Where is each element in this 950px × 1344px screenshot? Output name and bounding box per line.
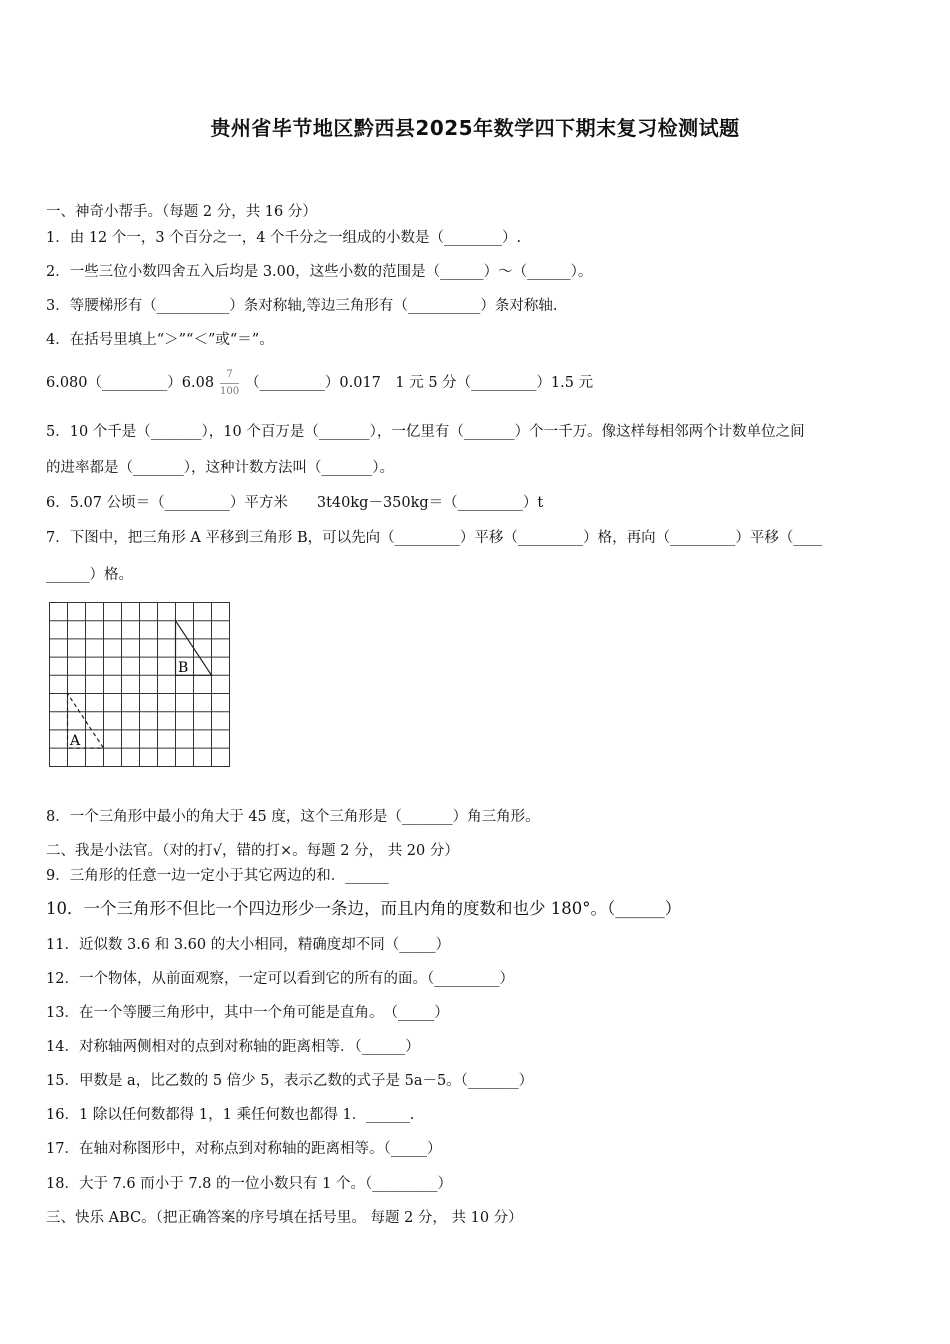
question-4-row bbox=[46, 366, 904, 400]
question-14: 14．对称轴两侧相对的点到对称轴的距离相等．（______） bbox=[46, 1039, 420, 1055]
question-16: 16．1 除以任何数都得 1，1 乘任何数也都得 1．______. bbox=[46, 1107, 415, 1123]
question-6: 6．5.07 公顷＝（_________）平方米 3t40kg－350kg＝（_________）t bbox=[46, 495, 544, 511]
question-5-line-2: 的进率都是（_______），这种计数方法叫（_______）。 bbox=[46, 460, 394, 476]
section-3-heading: 三、快乐 ABC。（把正确答案的序号填在括号里。 每题 2 分， 共 10 分） bbox=[46, 1210, 523, 1226]
question-5-line-1: 5．10 个千是（_______），10 个百万是（_______），一亿里有（_______）个一千万。像这样每相邻两个计数单位之间 bbox=[46, 424, 805, 440]
question-18: 18．大于 7.6 而小于 7.8 的一位小数只有 1 个。（_________） bbox=[46, 1176, 452, 1192]
question-4: 4．在括号里填上“＞”“＜”或“＝”。 bbox=[46, 332, 274, 348]
question-7-line-1: 7．下图中，把三角形 A 平移到三角形 B，可以先向（_________）平移（_________）格，再向（_________）平移（____ bbox=[46, 530, 823, 546]
page-title: 贵州省毕节地区黔西县2025年数学四下期末复习检测试题 bbox=[210, 116, 740, 140]
question-7-line-2: ______）格。 bbox=[46, 567, 133, 583]
question-10: 10．一个三角形不但比一个四边形少一条边，而且内角的度数和也少 180°。（______） bbox=[46, 899, 682, 918]
fraction-numerator: 7 bbox=[220, 369, 239, 384]
translation-grid-figure bbox=[48, 601, 232, 769]
q4-part-a: 6.080（_________）6.08 bbox=[46, 375, 215, 391]
question-3: 3．等腰梯形有（__________）条对称轴,等边三角形有（__________）条对称轴. bbox=[46, 298, 558, 314]
section-1-heading: 一、神奇小帮手。（每题 2 分，共 16 分） bbox=[46, 204, 317, 220]
question-17: 17．在轴对称图形中，对称点到对称轴的距离相等。（_____） bbox=[46, 1141, 442, 1157]
question-12: 12．一个物体，从前面观察，一定可以看到它的所有的面。（_________） bbox=[46, 971, 514, 987]
label-a: A bbox=[70, 733, 81, 749]
question-15: 15．甲数是 a，比乙数的 5 倍少 5，表示乙数的式子是 5a－5。（_______） bbox=[46, 1073, 534, 1089]
label-b: B bbox=[178, 660, 189, 676]
question-8: 8．一个三角形中最小的角大于 45 度，这个三角形是（_______）角三角形。 bbox=[46, 809, 540, 825]
question-13: 13．在一个等腰三角形中，其中一个角可能是直角。 （_____） bbox=[46, 1005, 449, 1021]
question-11: 11．近似数 3.6 和 3.60 的大小相同，精确度却不同（_____） bbox=[46, 937, 450, 953]
q4-part-b: （_________）0.017 1 元 5 分（_________）1.5 元 bbox=[245, 375, 594, 391]
question-9: 9．三角形的任意一边一定小于其它两边的和．______ bbox=[46, 868, 389, 884]
question-1: 1．由 12 个一，3 个百分之一，4 个千分之一组成的小数是（________）. bbox=[46, 230, 522, 246]
fraction-denominator: 100 bbox=[220, 385, 240, 397]
question-2: 2．一些三位小数四舍五入后均是 3.00，这些小数的范围是（______）～（______）。 bbox=[46, 264, 593, 280]
section-2-heading: 二、我是小法官。（对的打√，错的打×。每题 2 分， 共 20 分） bbox=[46, 843, 459, 859]
fraction bbox=[220, 369, 239, 398]
